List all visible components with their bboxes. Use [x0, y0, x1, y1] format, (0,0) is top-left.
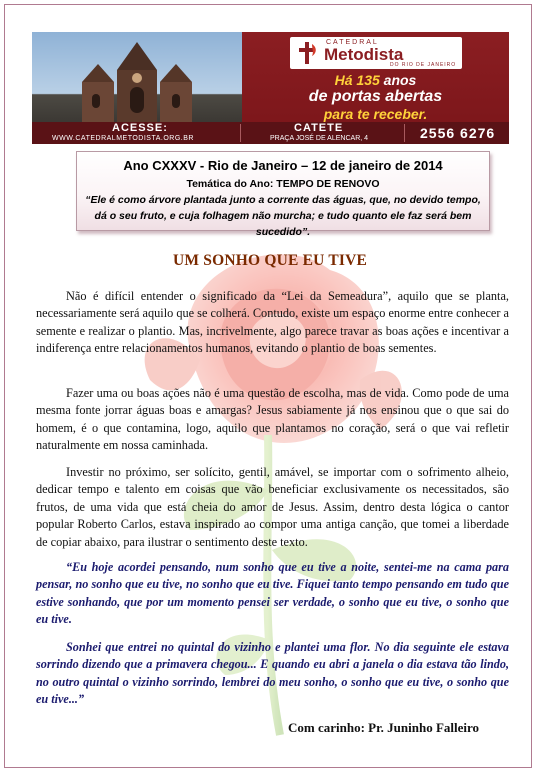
footer-divider — [404, 124, 405, 142]
church-banner — [32, 32, 509, 144]
address-text: PRAÇA JOSÉ DE ALENCAR, 4 — [270, 135, 369, 142]
tagline-line-2: de portas abertas — [308, 88, 443, 105]
article-title: UM SONHO QUE EU TIVE — [172, 252, 368, 269]
acesse-label: ACESSE: — [112, 122, 168, 134]
song-quote-1: “Eu hoje acordei pensando, num sonho que eu tive a noite, sentei-me na cama para pensar, no sonho que eu tive, no sonho que eu tive. Fiquei tanto tempo pensando em tudo que estive sonhando, que por um momento pensei ser verdade, o sonho que eu tive, o sonho que eu tive. — [36, 560, 509, 627]
year-theme: Temática do Ano: TEMPO DE RENOVO — [186, 178, 380, 190]
catete-label: CATETE — [294, 122, 344, 134]
phone-number: 2556 6276 — [420, 125, 496, 141]
theme-verse: “Ele é como árvore plantada junto a corrente das águas, que, no devido tempo, dá o seu fruto, e cuja folhagem não murcha; e tudo quanto ele faz será bem sucedido”. — [85, 194, 481, 238]
logo-name: Metodista — [324, 45, 404, 64]
cross-flame-icon — [296, 40, 320, 66]
paragraph-3: Investir no próximo, ser solícito, gentil, amável, se importar com o sofrimento alheio, dedicar tempo e talento em coisas que vão beneficiar exclusivamente os necessitados, são frutos, de uma vida que está cheia do amor de Jesus. Assim, dentro desta lógica o cantor popular Roberto Carlos, estava inspirado ao compor uma antiga canção, que tomei a liberdade de copiar abaixo, para ilustrar o sentimento deste texto. — [36, 465, 509, 549]
website-link[interactable]: WWW.CATEDRALMETODISTA.ORG.BR — [52, 135, 194, 142]
church-building-icon — [62, 42, 212, 122]
tagline-line-3: para te receber. — [323, 106, 428, 122]
paragraph-1: Não é difícil entender o significado da “Lei da Semeadura”, aquilo que se planta, necessariamente será aquilo que se colherá. Contudo, existe um espaço enorme entre conhecer a semente e realizar o plantio. Mas, incrivelmente, algo parece travar as boas ações e incentivar a indiferença entre relacionamentos humanos, evitando o plantio de boas sementes. — [36, 289, 509, 356]
bulletin-title: Ano CXXXV - Rio de Janeiro – 12 de janeiro de 2014 — [123, 158, 443, 173]
logo-top-text: CATEDRAL — [326, 39, 379, 46]
bulletin-header-box — [76, 151, 490, 238]
catedral-logo — [290, 37, 462, 69]
song-quote-2: Sonhei que entrei no quintal do vizinho e plantei uma flor. No dia seguinte ele estava sorrindo dizendo que a primavera chegou... E quando eu abri a janela o dia estava tão lindo, no outro quintal o vizinho sorrindo, lembrei do meu sonho, o sonho que eu tive, o sonho que eu tive...” — [36, 640, 509, 707]
banner-footer — [32, 122, 509, 144]
logo-subtext: DO RIO DE JANEIRO — [390, 62, 457, 68]
tagline-line-1: Há 135 anos — [334, 72, 417, 88]
signature: Com carinho: Pr. Juninho Falleiro — [288, 720, 480, 735]
paragraph-2: Fazer uma ou boas ações não é uma questão de escolha, mas de vida. Como pode de uma mesma fonte jorrar águas boas e amargas? Jesus sabiamente já nos ensinou que o que sai do homem, é o que contamina, logo, aquilo que plantamos no coração, será o que vai refletir naturalmente em nossa caminhada. — [36, 386, 509, 453]
footer-divider — [240, 124, 241, 142]
